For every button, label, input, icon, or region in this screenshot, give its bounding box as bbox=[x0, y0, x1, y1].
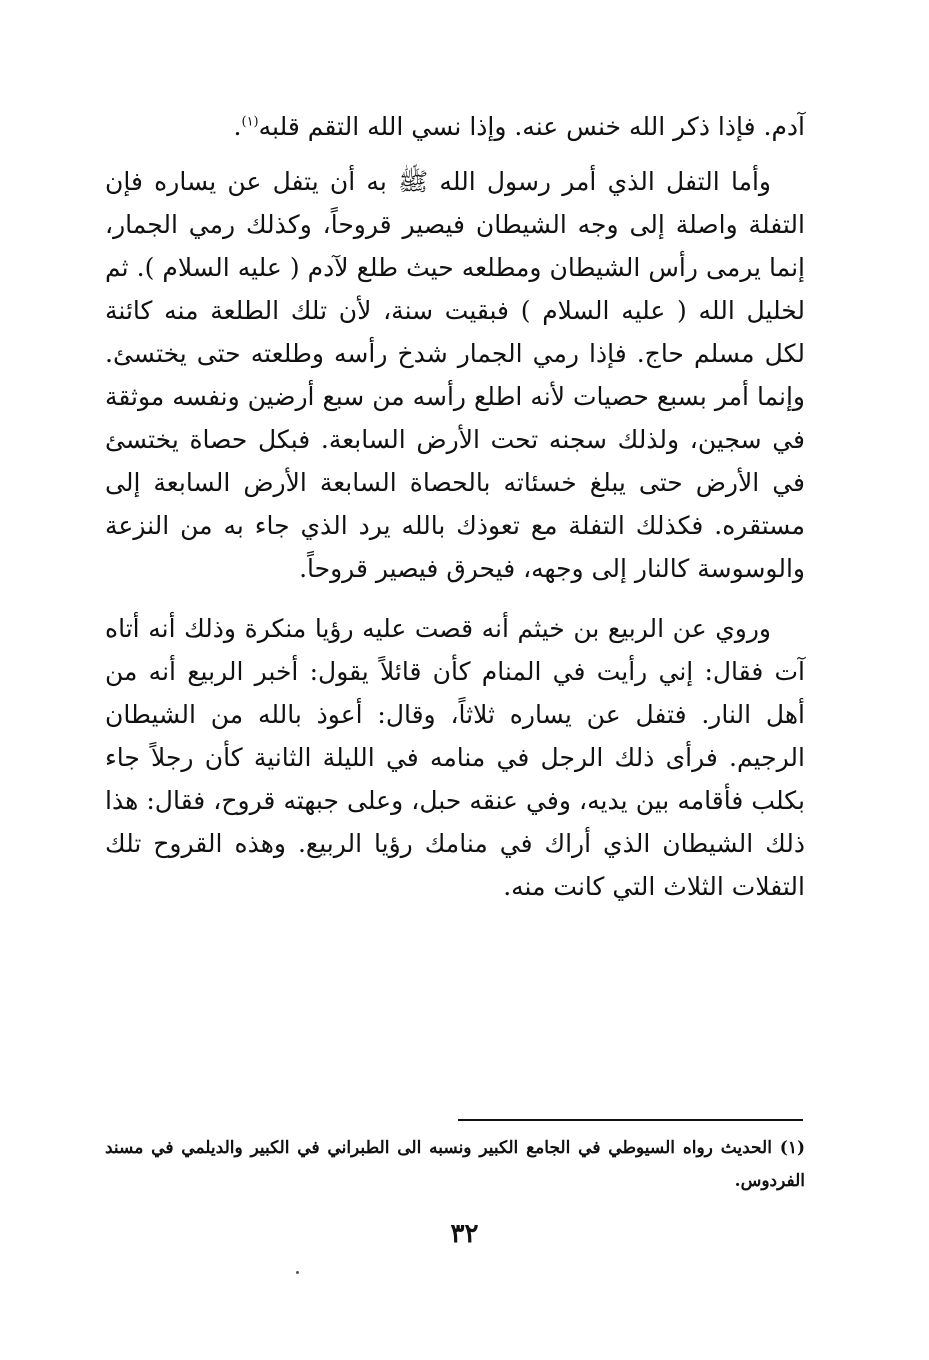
paragraph-1-text: آدم. فإذا ذكر الله خنس عنه. وإذا نسي الله التقم قلبه bbox=[258, 112, 805, 141]
footnote-separator bbox=[458, 1119, 803, 1121]
paragraph-1-end: . bbox=[233, 112, 242, 141]
paragraph-3: وروي عن الربيع بن خيثم أنه قصت عليه رؤيا منكرة وذلك أنه أتاه آت فقال: إني رأيت في المنام كأن قائلاً يقول: أخبر الربيع أنه من أهل النار. فتفل عن يساره ثلاثاً، وقال: أعوذ بالله من الشيطان الرجيم. فرأى ذلك الرجل في منامه في الليلة الثانية كأن رجلاً جاء بكلب فأقامه بين يديه، وفي عنقه حبل، وعلى جبهته قروح، فقال: هذا ذلك الشيطان الذي أراك في منامك رؤيا الربيع. وهذه القروح تلك التفلات الثلاث التي كانت منه. bbox=[105, 614, 805, 901]
footnote-reference: (١) bbox=[241, 114, 259, 130]
page-number: ٣٢ bbox=[450, 1219, 479, 1249]
footnote: (١) الحديث رواه السيوطي في الجامع الكبير ونسبه الى الطبراني في الكبير والديلمي في مسند الفردوس. bbox=[105, 1138, 805, 1191]
paragraph-2: وأما التفل الذي أمر رسول الله ﷺ به أن يتفل عن يساره فإن التفلة واصلة إلى وجه الشيطان فيصير قروحاً، وكذلك رمي الجمار، إنما يرمى رأس الشيطان ومطلعه حيث طلع لآدم ( عليه السلام ). ثم لخليل الله ( عليه السلام ) فبقيت سنة، لأن تلك الطلعة منه كائنة لكل مسلم حاج. فإذا رمي الجمار شدخ رأسه وطلعته حتى يختسئ. وإنما أمر بسبع حصيات لأنه اطلع رأسه من سبع أرضين ونفسه موثقة في سجين، ولذلك سجنه تحت الأرض السابعة. فبكل حصاة يختسئ في الأرض حتى يبلغ خسئاته بالحصاة السابعة الأرض السابعة إلى مستقره. فكذلك التفلة مع تعوذك بالله يرد الذي جاء به من النزعة والوسوسة كالنار إلى وجهه، فيحرق فيصير قروحاً. bbox=[105, 167, 805, 583]
paragraph-1 bbox=[105, 105, 805, 148]
scan-speck bbox=[296, 1271, 299, 1274]
